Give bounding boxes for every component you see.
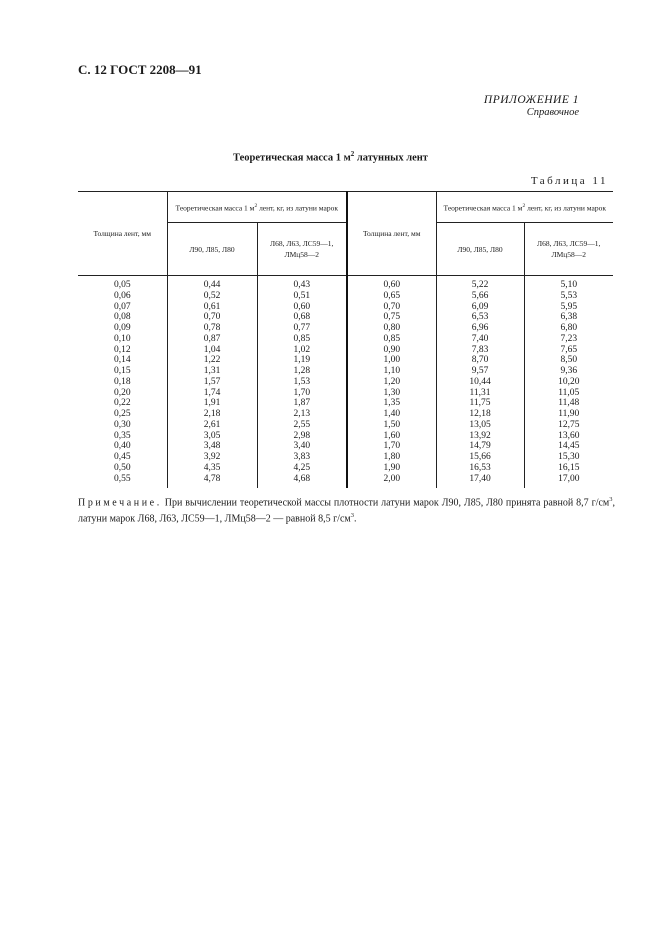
cell-mass-grade-2: 4,68 [257,474,347,489]
group-header-sup: 2 [254,202,258,209]
cell-mass-grade-1: 4,35 [167,463,257,474]
appendix-label: ПРИЛОЖЕНИЕ 1 [483,94,579,106]
title-text: Теоретическая масса 1 м [233,152,351,164]
col-grade-2-left: Л68, Л63, ЛС59—1, ЛМц58—2 [257,223,347,276]
cell-mass-grade-1: 1,31 [167,366,257,377]
cell-mass-grade-1: 2,61 [167,420,257,431]
cell-mass-grade-1: 10,44 [436,377,524,388]
title-sup: 2 [350,150,355,158]
table-row [78,355,613,366]
cell-mass-grade-2: 1,87 [257,398,347,409]
cell-mass-grade-2: 8,50 [524,355,613,366]
cell-thickness: 0,75 [347,312,436,323]
cell-mass-grade-1: 1,22 [167,355,257,366]
cell-thickness: 1,20 [347,377,436,388]
cell-mass-grade-2: 3,40 [257,441,347,452]
cell-mass-grade-1: 11,31 [436,388,524,399]
cell-thickness: 0,14 [113,355,131,366]
cell-mass-grade-2: 12,75 [524,420,613,431]
table-row [78,474,613,489]
table-row [78,463,613,474]
cell-mass-grade-2: 15,30 [524,452,613,463]
cell-mass-grade-2: 7,65 [524,345,613,356]
cell-thickness: 0,55 [113,473,131,484]
table-row [78,366,613,377]
cell-thickness: 0,70 [347,302,436,313]
cell-thickness: 0,18 [113,376,131,387]
group-header-text-b: лент, кг, из латуни марок [525,203,606,213]
cell-mass-grade-1: 1,04 [167,345,257,356]
cell-mass-grade-2: 17,00 [524,474,613,489]
mass-table [78,191,613,488]
cell-mass-grade-2: 0,85 [257,334,347,345]
appendix-block [484,94,579,118]
cell-thickness: 0,09 [113,323,131,333]
cell-mass-grade-2: 6,80 [524,323,613,334]
col-thickness-left: Толщина лент, мм [78,192,167,276]
cell-thickness: 0,15 [113,366,131,376]
note-text-3: . [353,513,357,525]
note-sup-2: 3 [350,512,354,520]
cell-mass-grade-1: 17,40 [436,474,524,489]
cell-mass-grade-1: 13,92 [436,431,524,442]
table-row [78,312,613,323]
cell-mass-grade-2: 0,68 [257,312,347,323]
cell-thickness: 0,35 [113,430,131,441]
cell-mass-grade-1: 2,18 [167,409,257,420]
table-row [78,323,613,334]
cell-mass-grade-1: 8,70 [436,355,524,366]
title-text-end: латунных лент [354,152,428,164]
cell-mass-grade-1: 1,91 [167,398,257,409]
cell-mass-grade-1: 9,57 [436,366,524,377]
cell-mass-grade-2: 10,20 [524,377,613,388]
cell-mass-grade-2: 4,25 [257,463,347,474]
cell-mass-grade-2: 5,10 [524,276,613,291]
cell-mass-grade-1: 0,70 [167,312,257,323]
cell-mass-grade-2: 0,51 [257,291,347,302]
cell-thickness: 0,40 [113,441,131,452]
table-row [78,345,613,356]
cell-mass-grade-2: 1,02 [257,345,347,356]
cell-thickness: 1,50 [347,420,436,431]
note-label: Примечание. [78,497,162,509]
cell-mass-grade-1: 6,96 [436,323,524,334]
cell-thickness: 1,10 [347,366,436,377]
table-number: Таблица 11 [530,175,608,187]
cell-mass-grade-1: 3,92 [167,452,257,463]
table-body [78,276,613,489]
cell-mass-grade-1: 14,79 [436,441,524,452]
page-header: С. 12 ГОСТ 2208—91 [78,62,202,77]
note-text-2: , латуни марок Л68, Л63, ЛС59—1, ЛМц58—2 — равной 8,5 г/см [78,497,615,525]
group-header-sup: 2 [522,202,526,209]
cell-thickness: 0,50 [113,462,131,473]
cell-mass-grade-1: 0,52 [167,291,257,302]
group-header-text-a: Теоретическая масса 1 м [175,203,255,213]
cell-mass-grade-2: 0,43 [257,276,347,291]
cell-thickness: 0,20 [113,387,131,398]
cell-thickness: 1,00 [347,355,436,366]
group-header-right [436,192,613,223]
cell-thickness: 1,70 [347,441,436,452]
cell-mass-grade-1: 0,87 [167,334,257,345]
cell-thickness: 0,05 [113,280,131,290]
cell-mass-grade-2: 0,60 [257,302,347,313]
table-row [78,409,613,420]
cell-mass-grade-2: 7,23 [524,334,613,345]
cell-thickness: 1,35 [347,398,436,409]
cell-mass-grade-1: 1,74 [167,388,257,399]
cell-mass-grade-1: 3,05 [167,431,257,442]
cell-thickness: 0,22 [113,398,131,409]
cell-mass-grade-2: 11,90 [524,409,613,420]
cell-thickness: 0,65 [347,291,436,302]
cell-thickness: 0,45 [113,452,131,462]
cell-thickness: 1,80 [347,452,436,463]
cell-thickness: 1,90 [347,463,436,474]
cell-thickness: 0,25 [113,409,131,419]
cell-mass-grade-2: 11,05 [524,388,613,399]
table-row [78,452,613,463]
col-grade-1-right: Л90, Л85, Л80 [436,223,524,276]
cell-mass-grade-2: 1,28 [257,366,347,377]
cell-thickness: 0,60 [347,276,436,291]
cell-mass-grade-2: 16,15 [524,463,613,474]
note-sup-1: 3 [609,496,613,503]
table-row [78,334,613,345]
table-row [78,302,613,313]
cell-mass-grade-2: 6,38 [524,312,613,323]
cell-mass-grade-1: 3,48 [167,441,257,452]
cell-mass-grade-1: 13,05 [436,420,524,431]
cell-mass-grade-2: 1,19 [257,355,347,366]
cell-mass-grade-1: 4,78 [167,474,257,489]
cell-mass-grade-2: 13,60 [524,431,613,442]
col-grade-1-left: Л90, Л85, Л80 [167,223,257,276]
cell-mass-grade-1: 0,61 [167,302,257,313]
cell-mass-grade-1: 5,22 [436,276,524,291]
cell-mass-grade-2: 2,13 [257,409,347,420]
note-text-1: При вычислении теоретической массы плотности латуни марок Л90, Л85, Л80 принята равной 8,7 г/см [161,497,610,509]
cell-mass-grade-1: 6,09 [436,302,524,313]
cell-mass-grade-2: 5,53 [524,291,613,302]
cell-mass-grade-1: 0,78 [167,323,257,334]
col-grade-2-right: Л68, Л63, ЛС59—1, ЛМц58—2 [524,223,613,276]
cell-thickness: 1,40 [347,409,436,420]
cell-thickness: 1,30 [347,388,436,399]
cell-thickness: 0,06 [113,290,131,301]
table-row [78,420,613,431]
cell-mass-grade-1: 12,18 [436,409,524,420]
cell-thickness: 0,12 [113,344,131,355]
cell-thickness: 0,10 [113,333,131,344]
cell-mass-grade-1: 5,66 [436,291,524,302]
cell-thickness: 0,30 [113,419,131,430]
cell-mass-grade-2: 1,53 [257,377,347,388]
cell-mass-grade-2: 9,36 [524,366,613,377]
cell-mass-grade-2: 3,83 [257,452,347,463]
appendix-type: Справочное [526,107,579,118]
cell-thickness: 2,00 [347,474,436,489]
cell-mass-grade-1: 6,53 [436,312,524,323]
cell-mass-grade-2: 5,95 [524,302,613,313]
cell-thickness: 1,60 [347,431,436,442]
table-row [78,276,613,291]
table-row [78,441,613,452]
group-header-left [167,192,347,223]
cell-mass-grade-1: 7,83 [436,345,524,356]
table-title [0,150,661,164]
col-thickness-right: Толщина лент, мм [347,192,436,276]
cell-mass-grade-1: 0,44 [167,276,257,291]
note [78,493,615,526]
cell-mass-grade-1: 15,66 [436,452,524,463]
cell-mass-grade-1: 1,57 [167,377,257,388]
cell-mass-grade-2: 2,55 [257,420,347,431]
cell-mass-grade-1: 16,53 [436,463,524,474]
table-row [78,291,613,302]
cell-mass-grade-2: 2,98 [257,431,347,442]
cell-thickness: 0,08 [113,312,131,323]
cell-thickness: 0,80 [347,323,436,334]
cell-mass-grade-2: 1,70 [257,388,347,399]
table-row [78,388,613,399]
table-row [78,377,613,388]
group-header-text-a: Теоретическая масса 1 м [443,203,523,213]
group-header-text-b: лент, кг, из латуни марок [257,203,338,213]
table-row [78,398,613,409]
cell-mass-grade-2: 14,45 [524,441,613,452]
cell-mass-grade-1: 7,40 [436,334,524,345]
table-row [78,431,613,442]
cell-thickness: 0,85 [347,334,436,345]
cell-mass-grade-1: 11,75 [436,398,524,409]
cell-thickness: 0,07 [113,301,131,312]
cell-thickness: 0,90 [347,345,436,356]
cell-mass-grade-2: 0,77 [257,323,347,334]
cell-mass-grade-2: 11,48 [524,398,613,409]
